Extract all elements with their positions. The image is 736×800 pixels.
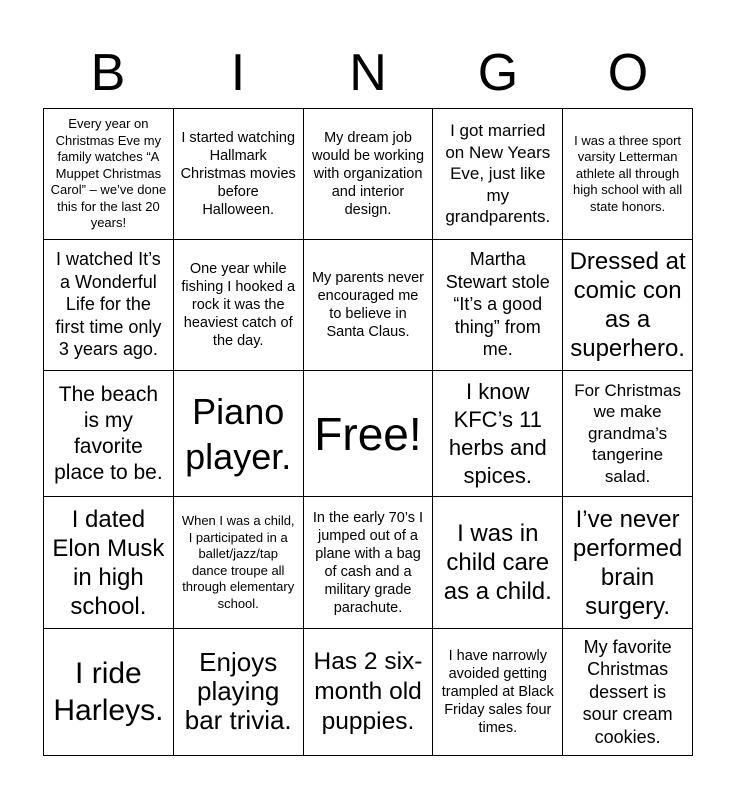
header-letter-n: N [349, 44, 387, 102]
cell-text: When I was a child, I participated in a ballet/jazz/tap dance troupe all through elementary school. [181, 513, 295, 611]
cell-text: Every year on Christmas Eve my family watches “A Muppet Christmas Carol” – we’ve done this for the last 20 years! [50, 116, 167, 231]
cell-text: Piano player. [185, 390, 292, 477]
free-space-cell[interactable] [303, 370, 433, 497]
bingo-cell[interactable] [433, 370, 563, 497]
bingo-cell[interactable] [433, 109, 563, 240]
cell-text: My parents never encouraged me to believe in Santa Claus. [311, 269, 424, 340]
cell-text: In the early 70’s I jumped out of a plane with a bag of cash and a military grade parachute. [312, 509, 424, 616]
cell-text: My dream job would be working with organization and interior design. [311, 129, 425, 218]
cell-text: I ride Harleys. [53, 656, 164, 727]
free-space-text: Free! [314, 407, 422, 460]
cell-text: Enjoys playing bar trivia. [184, 647, 292, 736]
bingo-cell[interactable] [173, 239, 303, 370]
bingo-cell[interactable] [563, 109, 693, 240]
bingo-cell[interactable] [173, 109, 303, 240]
cell-text: I have narrowly avoided getting trampled at Black Friday sales four times. [441, 647, 554, 736]
header-letter-b: B [90, 44, 126, 102]
header-letter-g: G [477, 44, 519, 102]
cell-text: I was in child care as a child. [443, 520, 552, 606]
header-letter-o: O [607, 44, 649, 102]
bingo-cell[interactable] [433, 628, 563, 755]
bingo-cell[interactable] [433, 497, 563, 628]
cell-text: I started watching Hallmark Christmas movies before Halloween. [180, 129, 296, 218]
bingo-cell[interactable] [563, 370, 693, 497]
bingo-cell[interactable] [44, 370, 174, 497]
bingo-cell[interactable] [173, 628, 303, 755]
bingo-cell[interactable] [563, 628, 693, 755]
bingo-cell[interactable] [303, 109, 433, 240]
cell-text: Dressed at comic con as a superhero. [569, 247, 686, 362]
cell-text: Martha Stewart stole “It’s a good thing” from me. [445, 249, 550, 360]
cell-text: Has 2 six-month old puppies. [313, 647, 423, 735]
bingo-cell[interactable] [563, 497, 693, 628]
bingo-cell[interactable] [303, 497, 433, 628]
cell-text: I watched It’s a Wonderful Life for the first time only 3 years ago. [55, 249, 162, 360]
bingo-row [44, 497, 693, 628]
bingo-cell[interactable] [303, 628, 433, 755]
bingo-cell[interactable] [563, 239, 693, 370]
cell-text: For Christmas we make grandma’s tangerine salad. [574, 380, 681, 486]
header-letter-i: I [230, 44, 246, 102]
cell-text: I’ve never performed brain surgery. [572, 505, 683, 620]
bingo-row [44, 239, 693, 370]
bingo-row [44, 628, 693, 755]
bingo-row [44, 370, 693, 497]
bingo-cell[interactable] [303, 239, 433, 370]
cell-text: I know KFC’s 11 herbs and spices. [448, 378, 547, 488]
bingo-cell[interactable] [44, 497, 174, 628]
cell-text: I dated Elon Musk in high school. [52, 505, 165, 620]
bingo-cell[interactable] [433, 239, 563, 370]
bingo-cell[interactable] [44, 109, 174, 240]
bingo-cell[interactable] [44, 628, 174, 755]
cell-text: I got married on New Years Eve, just like my grandparents. [445, 121, 551, 227]
bingo-card [43, 108, 693, 756]
cell-text: I was a three sport varsity Letterman athlete all through high school with all state honors. [573, 132, 683, 214]
bingo-cell[interactable] [44, 239, 174, 370]
cell-text: My favorite Christmas dessert is sour cream cookies. [582, 636, 673, 747]
cell-text: One year while fishing I hooked a rock it was the heaviest catch of the day. [181, 260, 296, 349]
bingo-cell[interactable] [173, 497, 303, 628]
bingo-header [43, 40, 693, 106]
cell-text: The beach is my favorite place to be. [54, 382, 163, 484]
bingo-row [44, 109, 693, 240]
bingo-cell[interactable] [173, 370, 303, 497]
